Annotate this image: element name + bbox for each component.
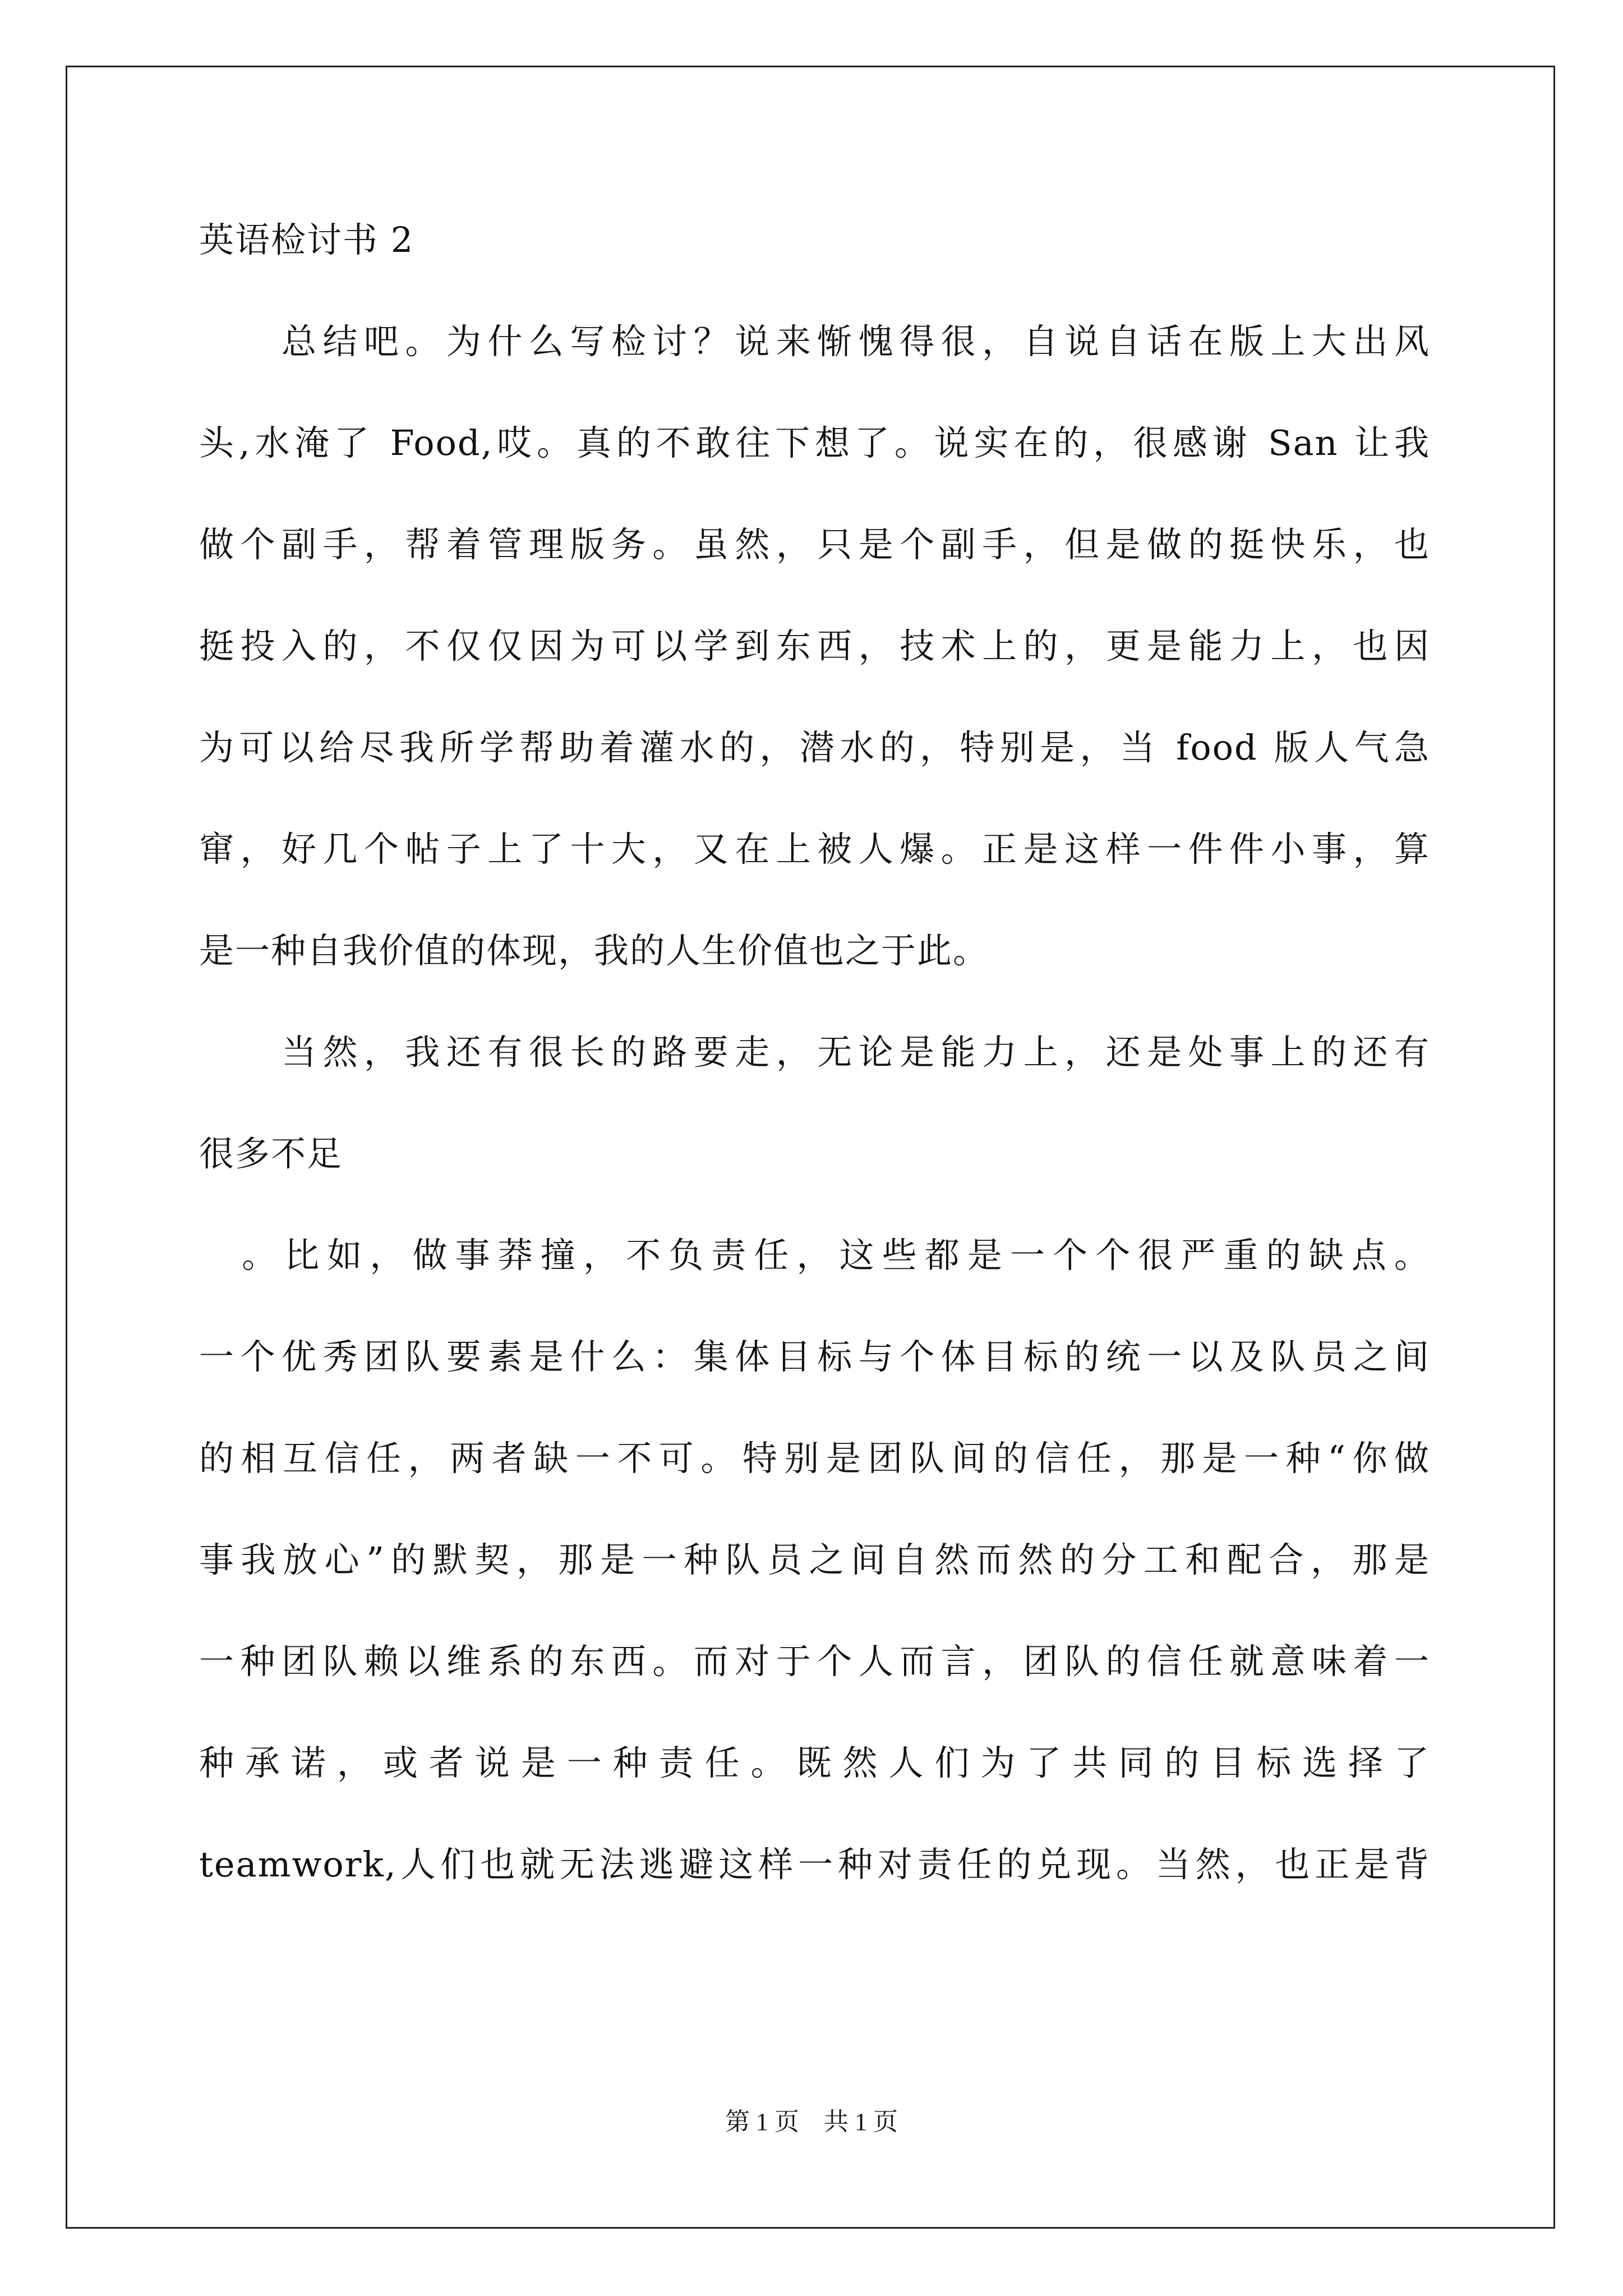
text-line: 一种团队赖以维系的东西。而对于个人而言，团队的信任就意味着一 xyxy=(199,1641,1430,1682)
text-line: teamwork,人们也就无法逃避这样一种对责任的兑现。当然，也正是背 xyxy=(199,1844,1430,1885)
text-line: 。比如，做事莽撞，不负责任，这些都是一个个很严重的缺点。 xyxy=(199,1235,1430,1276)
text-line: 事我放心”的默契，那是一种队员之间自然而然的分工和配合，那是 xyxy=(199,1539,1430,1580)
page-footer: 第 1 页 共 1 页 xyxy=(725,2108,898,2136)
text-line: 挺投入的，不仅仅因为可以学到东西，技术上的，更是能力上，也因 xyxy=(199,625,1430,666)
text-line: 为可以给尽我所学帮助着灌水的，潜水的，特别是，当 food 版人气急 xyxy=(199,727,1430,768)
text-line: 的相互信任，两者缺一不可。特别是团队间的信任，那是一种“你做 xyxy=(199,1438,1430,1479)
text-line: 总结吧。为什么写检讨？说来惭愧得很，自说自话在版上大出风 xyxy=(199,321,1430,362)
text-line: 做个副手，帮着管理版务。虽然，只是个副手，但是做的挺快乐，也 xyxy=(199,524,1430,565)
text-line: 当然，我还有很长的路要走，无论是能力上，还是处事上的还有 xyxy=(199,1032,1430,1073)
text-line: 很多不足 xyxy=(199,1133,343,1174)
document-title: 英语检讨书 2 xyxy=(199,219,414,260)
text-line: 种承诺，或者说是一种责任。既然人们为了共同的目标选择了 xyxy=(199,1742,1430,1783)
text-line: 一个优秀团队要素是什么：集体目标与个体目标的统一以及队员之间 xyxy=(199,1336,1430,1377)
text-line: 是一种自我价值的体现，我的人生价值也之于此。 xyxy=(199,930,989,971)
text-line: 窜，好几个帖子上了十大，又在上被人爆。正是这样一件件小事，算 xyxy=(199,829,1430,869)
text-line: 头,水淹了 Food,哎。真的不敢往下想了。说实在的，很感谢 San 让我 xyxy=(199,422,1430,463)
